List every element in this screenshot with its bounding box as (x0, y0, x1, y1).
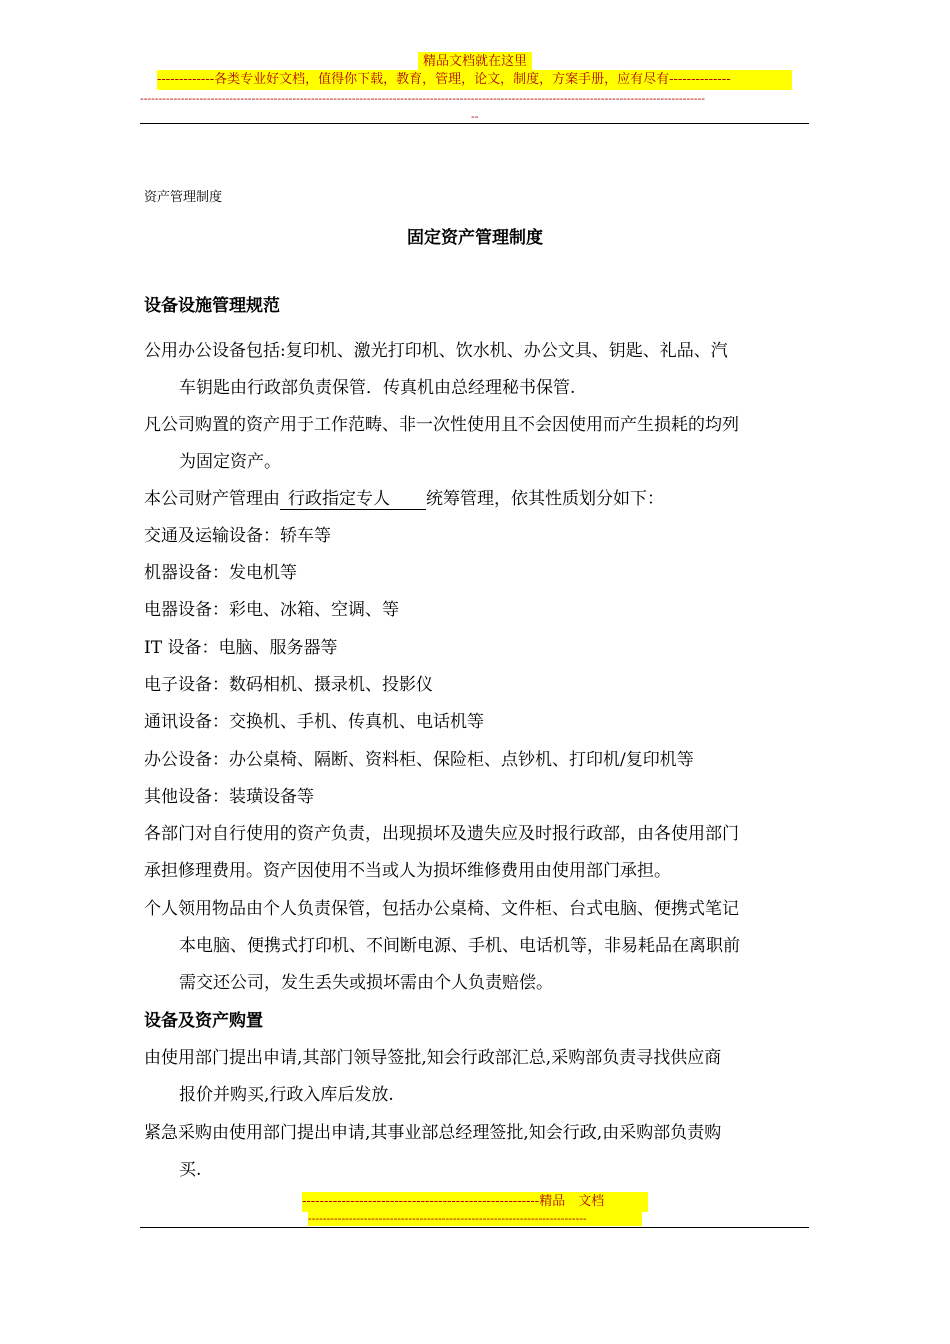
header-tagline: -------------各类专业好文档，值得你下载，教育，管理，论文，制度，方案手册，应有尽有-------------- (157, 70, 792, 90)
paragraph-line: 各部门对自行使用的资产负责，出现损坏及遗失应及时报行政部，由各使用部门 (144, 824, 739, 844)
paragraph-line-manager (144, 487, 664, 511)
section-heading-facilities: 设备设施管理规范 (144, 296, 280, 316)
category-item: 电子设备：数码相机、摄录机、投影仪 (144, 675, 433, 695)
category-item: 交通及运输设备：轿车等 (144, 526, 331, 546)
category-item: 办公设备：办公桌椅、隔断、资料柜、保险柜、点钞机、打印机/复印机等 (144, 750, 694, 770)
paragraph-line: 车钥匙由行政部负责保管．传真机由总经理秘书保管. (179, 378, 576, 398)
category-item: 电器设备：彩电、冰箱、空调、等 (144, 600, 399, 620)
section-heading-purchase: 设备及资产购置 (144, 1011, 263, 1031)
paragraph-line: 报价并购买,行政入库后发放. (179, 1085, 394, 1105)
paragraph-line: 个人领用物品由个人负责保管，包括办公桌椅、文件柜、台式电脑、便携式笔记 (144, 899, 739, 919)
paragraph-line: 需交还公司，发生丢失或损坏需由个人负责赔偿。 (179, 973, 553, 993)
manager-fill-in: 行政指定专人 (280, 489, 426, 510)
paragraph-line: 本电脑、便携式打印机、不间断电源、手机、电话机等，非易耗品在离职前 (179, 936, 740, 956)
paragraph-line: 买. (179, 1160, 202, 1180)
category-item: 机器设备：发电机等 (144, 563, 297, 583)
footer-dash-line: --------------------------------------------------------------------------- (308, 1212, 642, 1226)
document-small-title: 资产管理制度 (144, 190, 223, 205)
paragraph-line: 承担修理费用。资产因使用不当或人为损坏维修费用由使用部门承担。 (144, 861, 671, 881)
manager-prefix: 本公司财产管理由 (144, 489, 280, 509)
footer-divider (140, 1227, 809, 1228)
header-dash-line: -------------------------------------------------------------------------------------------------------------------------------------------------------- (140, 92, 705, 105)
manager-suffix: 统筹管理，依其性质划分如下： (426, 489, 664, 509)
category-item: 通讯设备：交换机、手机、传真机、电话机等 (144, 712, 484, 732)
header-dash-tail: -- (471, 110, 479, 123)
paragraph-line: 凡公司购置的资产用于工作范畴、非一次性使用且不会因使用而产生损耗的均列 (144, 415, 739, 435)
footer-banner: ------------------------------------------------------精品 文档 (302, 1192, 648, 1212)
paragraph-line: 由使用部门提出申请,其部门领导签批,知会行政部汇总,采购部负责寻找供应商 (144, 1048, 722, 1068)
category-item: 其他设备：装璜设备等 (144, 787, 314, 807)
category-item: IT 设备：电脑、服务器等 (144, 638, 338, 658)
page-title: 固定资产管理制度 (407, 228, 543, 248)
header-banner-label: 精品文档就在这里 (418, 52, 532, 72)
paragraph-line: 公用办公设备包括:复印机、激光打印机、饮水机、办公文具、钥匙、礼品、汽 (144, 341, 728, 361)
paragraph-line: 紧急采购由使用部门提出申请,其事业部总经理签批,知会行政,由采购部负责购 (144, 1123, 722, 1143)
header-divider (140, 123, 809, 124)
paragraph-line: 为固定资产。 (179, 452, 281, 472)
